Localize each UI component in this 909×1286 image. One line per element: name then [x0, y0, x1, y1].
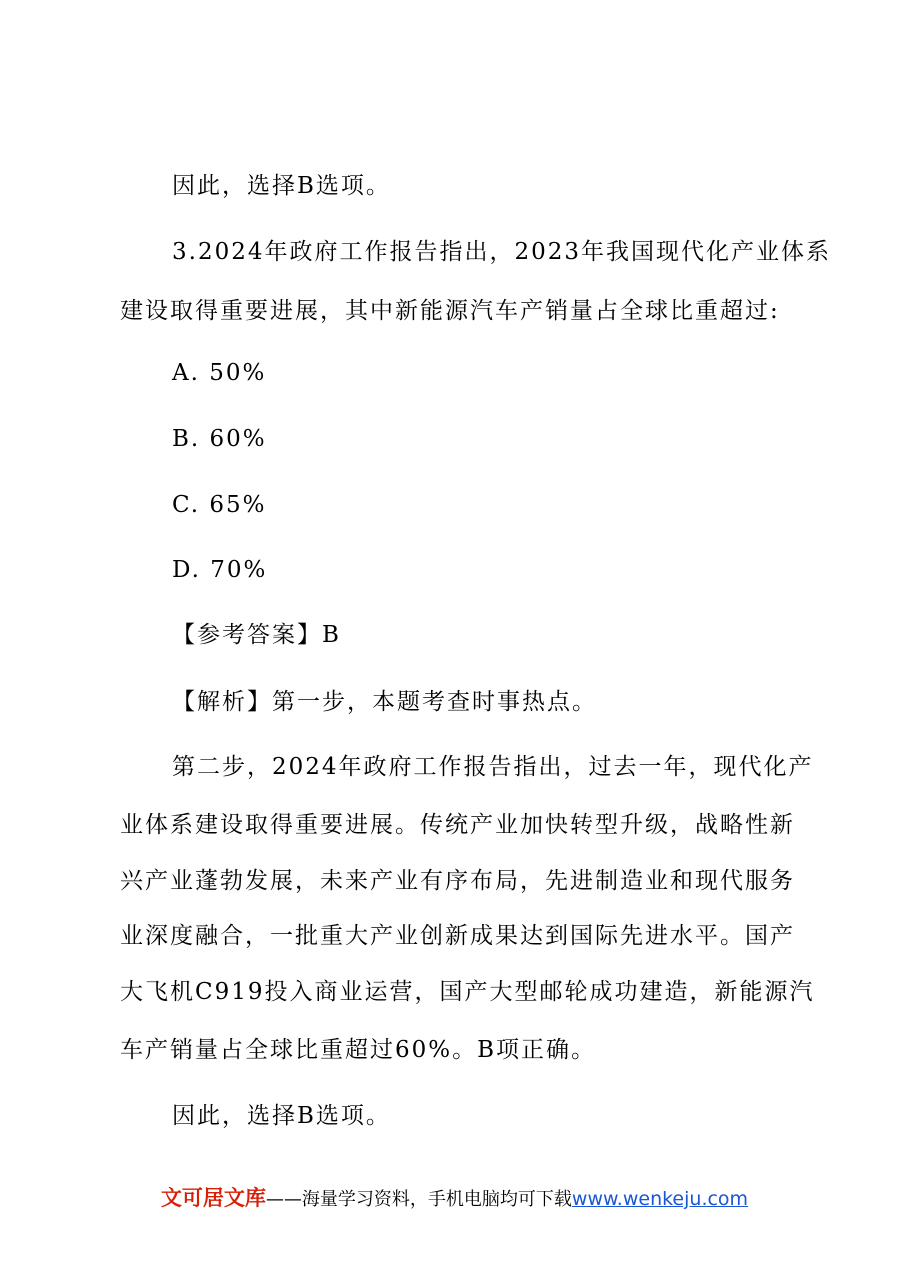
- conclusion-paragraph: 因此，选择B选项。: [172, 1103, 391, 1129]
- reference-answer: 【参考答案】B: [172, 622, 341, 648]
- analysis-step-2-line: 大飞机C919投入商业运营，国产大型邮轮成功建造，新能源汽: [120, 979, 815, 1005]
- analysis-step-2-line: 第二步，2024年政府工作报告指出，过去一年，现代化产: [172, 754, 814, 780]
- question-3-line-2: 建设取得重要进展，其中新能源汽车产销量占全球比重超过:: [120, 298, 780, 324]
- brand-name: 文可居文库: [160, 1186, 266, 1210]
- analysis-step-1: 【解析】第一步，本题考查时事热点。: [172, 689, 597, 715]
- conclusion-paragraph: 因此，选择B选项。: [172, 173, 391, 199]
- analysis-step-2-line: 车产销量占全球比重超过60%。B项正确。: [120, 1037, 597, 1063]
- option-a: A. 50%: [172, 360, 267, 386]
- footer-banner: [0, 1182, 909, 1212]
- question-3-line-1: 3.2024年政府工作报告指出，2023年我国现代化产业体系: [172, 239, 832, 265]
- option-d: D. 70%: [172, 557, 268, 583]
- analysis-step-2-line: 兴产业蓬勃发展，未来产业有序布局，先进制造业和现代服务: [120, 868, 795, 894]
- option-c: C. 65%: [172, 492, 267, 518]
- website-link[interactable]: www.wenkeju.com: [571, 1188, 749, 1210]
- analysis-step-2-line: 业深度融合，一批重大产业创新成果达到国际先进水平。国产: [120, 923, 795, 949]
- footer-tagline: ——海量学习资料，手机电脑均可下载: [265, 1189, 572, 1210]
- option-b: B. 60%: [172, 426, 267, 452]
- analysis-step-2-line: 业体系建设取得重要进展。传统产业加快转型升级，战略性新: [120, 812, 795, 838]
